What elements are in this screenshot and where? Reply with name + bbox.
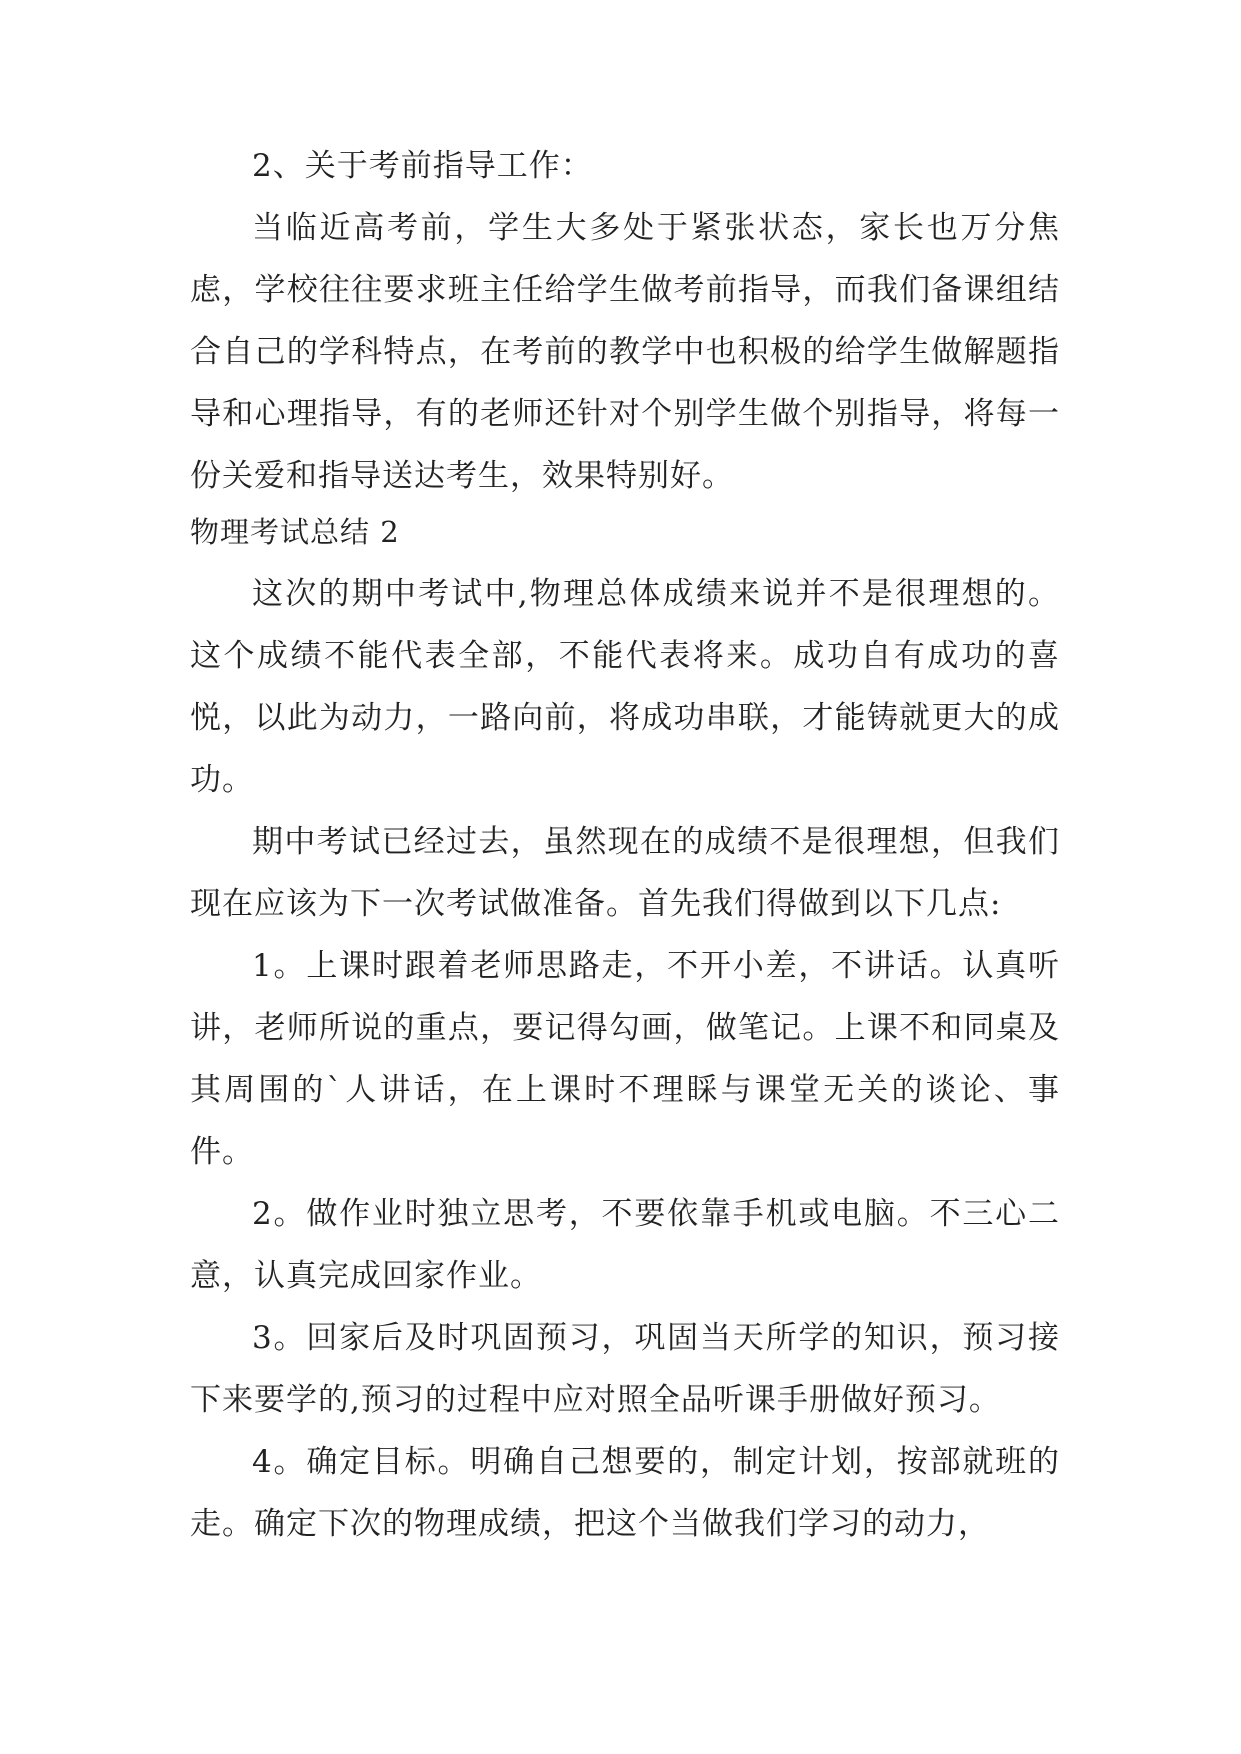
paragraph-point-3: 3。回家后及时巩固预习，巩固当天所学的知识，预习接下来要学的,预习的过程中应对照全品听课手册做好预习。 xyxy=(190,1320,1060,1418)
section-one-paragraph: 当临近高考前，学生大多处于紧张状态，家长也万分焦虑，学校往往要求班主任给学生做考前指导，而我们备课组结合自己的学科特点，在考前的教学中也积极的给学生做解题指导和心理指导，有的老师还针对个别学生做个别指导，将每一份关爱和指导送达考生，效果特别好。 xyxy=(190,210,1060,494)
section-subheading: 2、关于考前指导工作： xyxy=(252,148,593,184)
paragraph-point-1: 1。上课时跟着老师思路走，不开小差，不讲话。认真听讲，老师所说的重点，要记得勾画，做笔记。上课不和同桌及其周围的`人讲话，在上课时不理睬与课堂无关的谈论、事件。 xyxy=(190,948,1060,1170)
paragraph-intro: 这次的期中考试中,物理总体成绩来说并不是很理想的。这个成绩不能代表全部，不能代表将来。成功自有成功的喜悦，以此为动力，一路向前，将成功串联，才能铸就更大的成功。 xyxy=(190,576,1060,798)
paragraph-preparation: 期中考试已经过去，虽然现在的成绩不是很理想，但我们现在应该为下一次考试做准备。首先我们得做到以下几点: xyxy=(190,824,1060,922)
paragraph-point-2: 2。做作业时独立思考，不要依靠手机或电脑。不三心二意，认真完成回家作业。 xyxy=(190,1196,1060,1294)
paragraph-point-4: 4。确定目标。明确自己想要的，制定计划，按部就班的走。确定下次的物理成绩，把这个当做我们学习的动力， xyxy=(190,1444,1060,1542)
document-title: 物理考试总结 2 xyxy=(190,515,400,549)
